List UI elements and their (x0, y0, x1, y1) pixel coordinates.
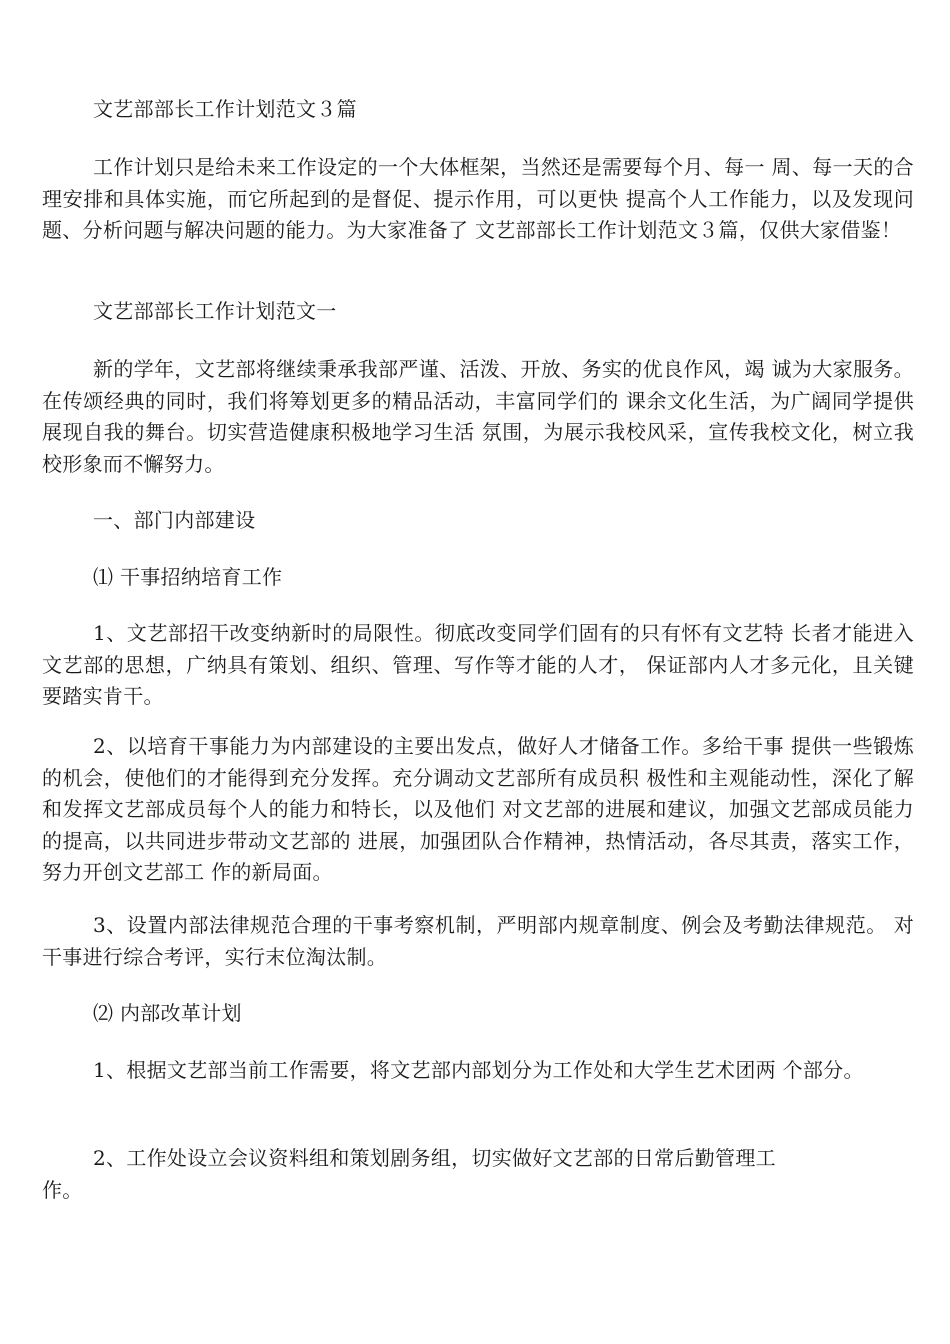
section-one-title: 文艺部部长工作计划范文一 (93, 299, 337, 323)
document-title: 文艺部部长工作计划范文３篇 (93, 97, 357, 121)
section-one-body: 新的学年，文艺部将继续秉承我部严谨、活泼、开放、务实的优良作风，竭 诚为大家服务。在传颂经典的同时，我们将筹划更多的精品活动，丰富同学们的 课余文化生活，为广阔同学提供展现自我的舞台。切实营造健康积极地学习生活 氛围，为展示我校风采，宣传我校文化，树立我校形象而不懈努力。 (42, 357, 914, 476)
item-reform-2 (42, 1143, 914, 1206)
part-one-heading: 一、部门内部建设 (93, 508, 256, 532)
item-recruitment-1: 1、文艺部招干改变纳新时的局限性。彻底改变同学们固有的只有怀有文艺特 长者才能进入文艺部的思想，广纳具有策划、组织、管理、写作等才能的人才， 保证部内人才多元化，且关键要踏实肯干。 (42, 621, 914, 708)
item-reform-2-line-1: 2、工作处设立会议资料组和策划剧务组，切实做好文艺部的日常后勤管理工 (93, 1146, 776, 1170)
item-recruitment-3: 3、设置内部法律规范合理的干事考察机制，严明部内规章制度、例会及考勤法律规范。 对干事进行综合考评，实行末位淘汰制。 (42, 913, 914, 969)
sub-heading-reform: ⑵ 内部改革计划 (93, 1001, 242, 1025)
item-recruitment-2: 2、以培育干事能力为内部建设的主要出发点，做好人才储备工作。多给干事 提供一些锻炼的机会，使他们的才能得到充分发挥。充分调动文艺部所有成员积 极性和主观能动性，深化了解和发挥文艺部成员每个人的能力和特长，以及他们 对文艺部的进展和建议，加强文艺部成员能力的提高，以共同进步带动文艺部的 进展，加强团队合作精神，热情活动，各尽其责，落实工作，努力开创文艺部工 作的新局面。 (42, 734, 914, 884)
intro-paragraph: 工作计划只是给未来工作设定的一个大体框架，当然还是需要每个月、每一 周、每一天的合理安排和具体实施，而它所起到的是督促、提示作用，可以更快 提高个人工作能力，以及发现问题、分析问题与解决问题的能力。为大家准备了 文艺部部长工作计划范文３篇，仅供大家借鉴！ (42, 155, 914, 242)
item-reform-2-line-2: 作。 (42, 1177, 83, 1202)
item-reform-1: 1、根据文艺部当前工作需要，将文艺部内部划分为工作处和大学生艺术团两 个部分。 (93, 1058, 864, 1082)
sub-heading-recruitment: ⑴ 干事招纳培育工作 (93, 565, 283, 589)
